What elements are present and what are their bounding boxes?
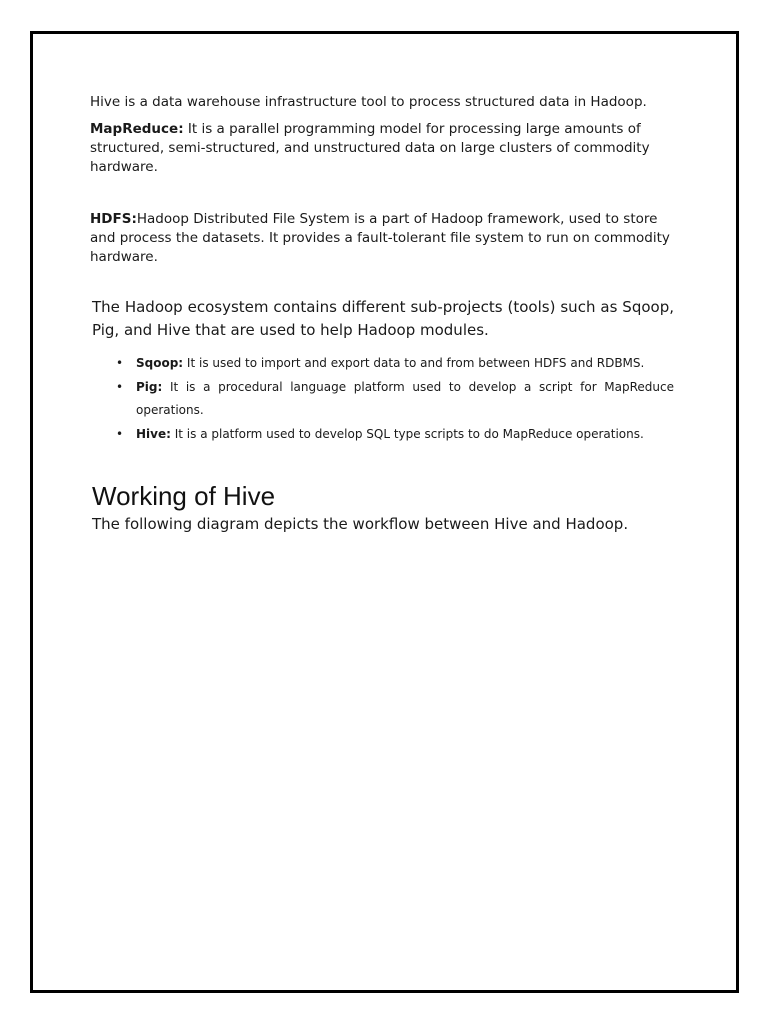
document-body — [90, 93, 680, 534]
mapreduce-paragraph — [90, 120, 680, 177]
tools-list — [90, 352, 674, 446]
pig-text: It is a procedural language platform used to develop a script for MapReduce operations. — [136, 380, 674, 417]
list-item-pig — [114, 376, 674, 422]
pig-term: Pig: — [136, 380, 163, 394]
hive-definition-paragraph — [90, 93, 680, 112]
hive-term: Hive: — [136, 427, 171, 441]
mapreduce-text: It is a parallel programming model for processing large amounts of structured, semi-structured, and unstructured data on large clusters of commodity hardware. — [90, 121, 650, 175]
hdfs-text: Hadoop Distributed File System is a part of Hadoop framework, used to store and process the datasets. It provides a fault-tolerant file system to run on commodity hardware. — [90, 211, 670, 265]
list-item-hive — [114, 423, 674, 446]
hdfs-paragraph — [90, 210, 680, 267]
mapreduce-term: MapReduce: — [90, 121, 184, 137]
bullet-icon: • — [116, 427, 124, 441]
ecosystem-paragraph — [92, 296, 674, 342]
bullet-icon: • — [116, 356, 124, 370]
ecosystem-text: The Hadoop ecosystem contains different sub-projects (tools) such as Sqoop, Pig, and Hive that are used to help Hadoop modules. — [92, 298, 674, 339]
hive-definition-text: Hive is a data warehouse infrastructure tool to process structured data in Hadoop. — [90, 94, 647, 110]
list-item-sqoop — [114, 352, 674, 375]
hive-text: It is a platform used to develop SQL type scripts to do MapReduce operations. — [170, 427, 644, 441]
hdfs-term: HDFS: — [90, 211, 137, 227]
section-heading: Working of Hive — [92, 481, 276, 511]
bullet-icon: • — [116, 380, 124, 394]
sqoop-text: It is used to import and export data to and from between HDFS and RDBMS. — [183, 356, 645, 370]
sqoop-term: Sqoop: — [136, 356, 184, 370]
section-description: The following diagram depicts the workflow between Hive and Hadoop. — [92, 515, 629, 533]
